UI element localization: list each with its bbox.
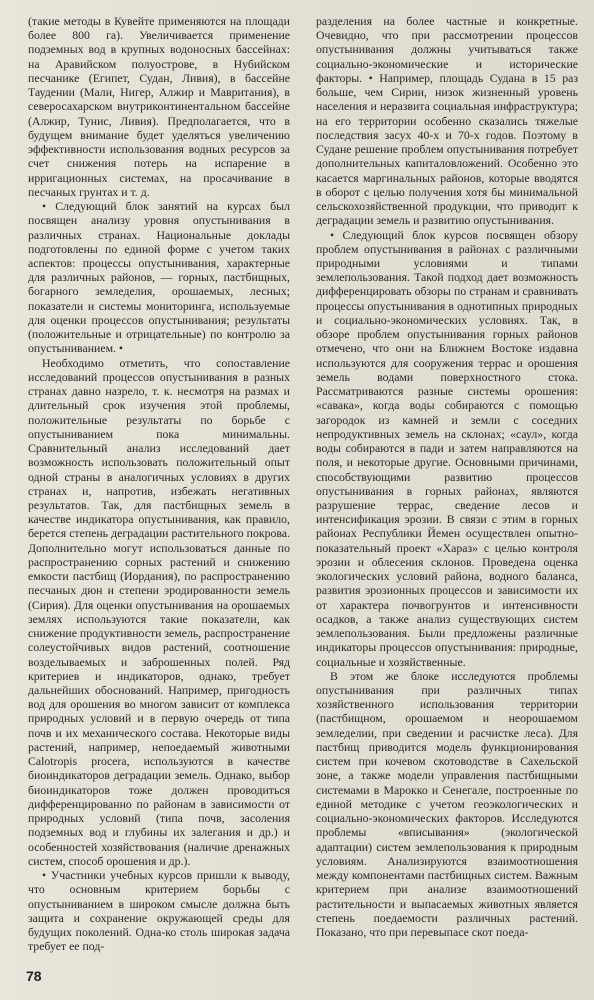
- paragraph: разделения на более частные и конкретные. Очевидно, что при рассмотрении процессов опустынивания должны учитываться также социально-экономические и исторические факторы. • Например, площадь Судана в 15 раз больше, чем Сирии, низок жизненный уровень населения и неразвита социальная инфраструктура; на его территории особенно сказались тяжелые последствия засух 40-х и 70-х годов. Поэтому в Судане решение проблем опустынивания потребует дополнительных капиталовложений. Особенно это касается маргинальных районов, которые вводятся в оборот с целью получения хотя бы минимальной сельскохозяйственной продукции, что приводит к деградации земель и развитию опустынивания.: [316, 14, 578, 228]
- right-column: [316, 14, 578, 939]
- paragraph: • Следующий блок курсов посвящен обзору проблем опустынивания в районах с различными природными условиями и типами землепользования. Такой подход дает возможность дифференцировать обзоры по странам и сравнивать процессы опустынивания в однотипных природных и социально-экономических условиях. Так, в обзоре проблем опустынивания горных районов отмечено, что они на Ближнем Востоке издавна используются для сооружения террас и орошения земель водами поверхностного стока. Рассматриваются разные системы орошения: «савака», когда воды собираются с помощью загородок из камней и земли с соседних непродуктивных земель на склонах; «саул», когда воды собираются в пади и затем направляются на поля, и некоторые другие. Основными причинами, способствующими развитию процессов опустынивания в горных районах, являются разрушение террас, сведение лесов и интенсификация эрозии. В связи с этим в горных районах Республики Йемен осуществлен опытно-показательный проект «Хараз» с целью контроля эрозии и облесения склонов. Проведена оценка экологических условий района, водного баланса, развития эрозионных процессов и зависимости их от характера почвогрунтов и интенсивности осадков, а также анализ существующих систем землепользования. Были предложены различные индикаторы процессов опустынивания: природные, социальные и хозяйственные.: [316, 227, 578, 669]
- paragraph: Необходимо отметить, что сопоставление исследований процессов опустынивания в разных странах давно назрело, т. к. несмотря на размах и длительный срок изучения этой проблемы, положительные результаты по борьбе с опустыниванием пока минимальны. Сравнительный анализ исследований дает возможность использовать положительный опыт одной страны в аналогичных условиях в других странах и, напротив, избежать негативных результатов. Так, для пастбищных земель в качестве индикатора опустынивания, как правило, берется степень деградации растительного покрова. Дополнительно могут использоваться данные по распространению сорных растений и снижению емкости пастбищ (Иордания), по распространению песчаных дюн и степени эродированности земель (Сирия). Для оценки опустынивания на орошаемых землях используются такие показатели, как снижение продуктивности земель, распространение солеустойчивых видов растений, соотношение возделываемых и заброшенных полей. Ряд критериев и индикаторов, однако, требует дальнейших обоснований. Например, пригодность вод для орошения во многом зависит от комплекса природных условий и в первую очередь от типа почв и их механического состава. Некоторые виды растений, например, непоедаемый животными Calotropis procera, используются в качестве биоиндикаторов деградации земель. Однако, выбор биоиндикаторов тоже должен проводиться дифференцированно по районам в зависимости от природных условий (типа почв, засоления подземных вод и глубины их залегания и др.) и особенностей хозяйствования (наличие дренажных систем, способ орошения и др.).: [28, 355, 290, 868]
- paragraph: • Следующий блок занятий на курсах был посвящен анализу уровня опустынивания в различных странах. Национальные доклады подготовлены по единой форме с учетом таких аспектов: процессы опустынивания, характерные для различных районов, — горных, пастбищных, богарного земледелия, орошаемых, лесных; показатели и системы мониторинга, используемые для оценки процессов опустынивания; результаты (положительные и отрицательные) по контролю за опустыниванием. •: [28, 199, 290, 356]
- paragraph: (такие методы в Кувейте применяются на площади более 800 га). Увеличивается применение подземных вод в крупных водоносных бассейнах: на Аравийском полуострове, в Нубийском песчанике (Египет, Судан, Ливия), в бассейне Таудении (Мали, Нигер, Алжир и Мавритания), в северосахарском внутриконтинентальном бассейне (Алжир, Тунис, Ливия). Предполагается, что в будущем внимание будет уделяться увеличению эффективности использования водных ресурсов за счет снижения потерь на испарение в ирригационных системах, на просачивание в песчаных грунтах и т. д.: [28, 14, 290, 199]
- paragraph: • Участники учебных курсов пришли к выводу, что основным критерием борьбы с опустыниванием в широком смысле должна быть защита и сохранение окружающей среды для будущих поколений. Одна-ко столь широкая задача требует ее под-: [28, 868, 290, 954]
- left-column: [28, 14, 290, 953]
- paragraph: В этом же блоке исследуются проблемы опустынивания при различных типах хозяйственного использования территории (пастбищном, орошаемом и неорошаемом земледелии, при сведении и расчистке леса). Для пастбищ приводится модель функционирования систем при кочевом скотоводстве в Сахельской зоне, а также модели управления пастбищными системами в Марокко и Сенегале, построенные по единой методике с учетом геоэкологических и социально-экономических факторов. Исследуются проблемы «вписывания» (экологической адаптации) систем землепользования к природным условиям. Анализируются взаимоотношения между компонентами пастбищных систем. Важным критерием при анализе взаимоотношений растительности и выпасаемых животных является степень поедаемости различных растений. Показано, что при перевыпасе скот поеда-: [316, 668, 578, 939]
- page-number: 78: [26, 968, 42, 984]
